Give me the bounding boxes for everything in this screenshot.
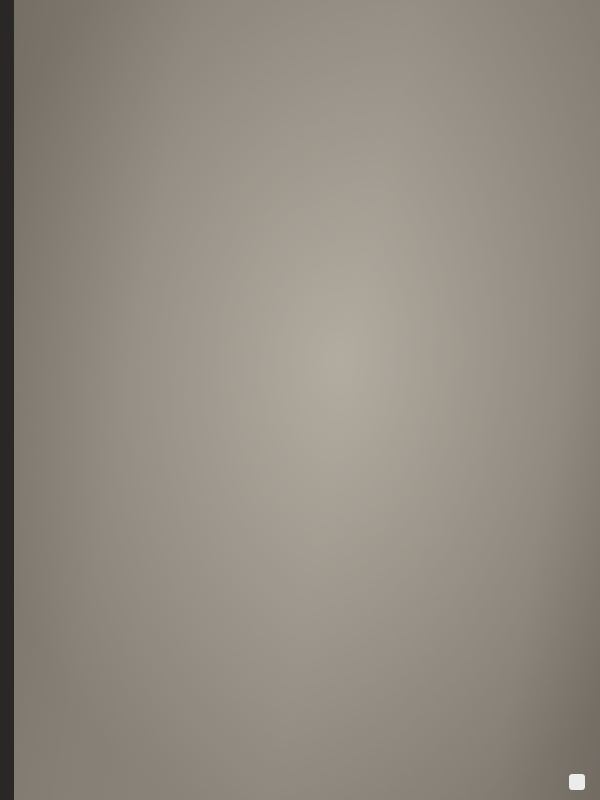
photo-shading [14,0,600,800]
section-number [55,18,56,36]
section-title-line-2 [55,38,555,52]
intro-paragraph [55,50,555,64]
section-heading [55,16,555,52]
watermark [569,774,590,790]
article-list [55,50,555,64]
book-page [14,0,600,800]
section-title-line-1 [63,18,64,36]
page-text-block [55,0,556,64]
watermark-logo-icon [569,774,585,790]
body-paragraphs [56,0,556,14]
